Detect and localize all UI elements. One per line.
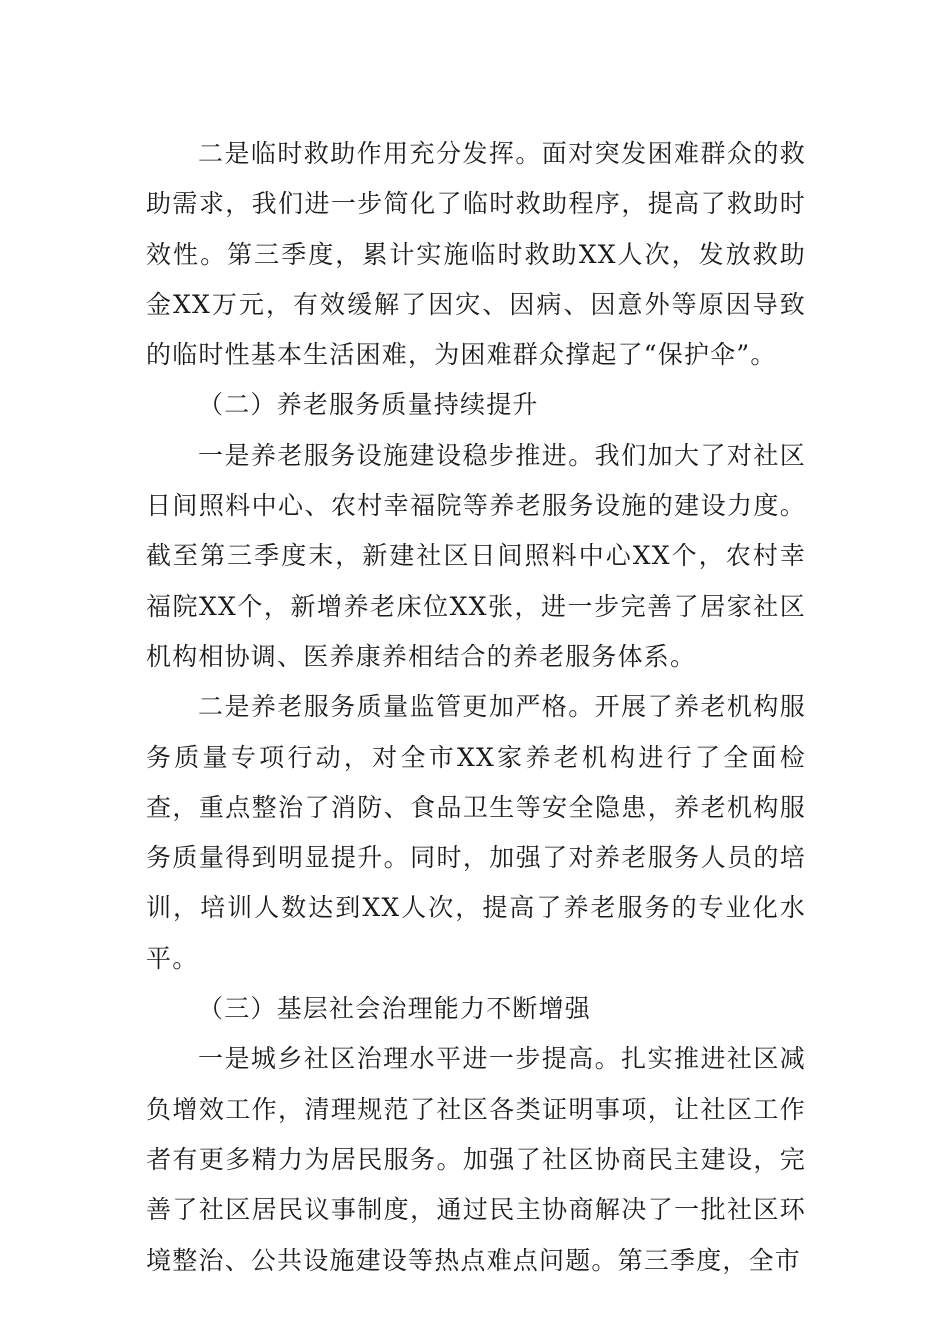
section-heading-grassroots-governance: （三）基层社会治理能力不断增强 [198, 994, 592, 1024]
paragraph-community-governance: 一是城乡社区治理水平进一步提高。扎实推进社区减负增效工作，清理规范了社区各类证明事项，让社区工作者有更多精力为居民服务。加强了社区协商民主建设，完善了社区居民议事制度，通过民主协商解决了一批社区环境整治、公共设施建设等热点难点问题。第三季度，全市 [146, 1044, 806, 1275]
paragraph-temporary-relief: 二是临时救助作用充分发挥。面对突发困难群众的救助需求，我们进一步简化了临时救助程序，提高了救助时效性。第三季度，累计实施临时救助XX人次，发放救助金XX万元，有效缓解了因灾、因病、因意外等原因导致的临时性基本生活困难，为困难群众撑起了“保护伞”。 [146, 139, 806, 370]
paragraph-elderly-supervision: 二是养老服务质量监管更加严格。开展了养老机构服务质量专项行动，对全市XX家养老机构进行了全面检查，重点整治了消防、食品卫生等安全隐患，养老机构服务质量得到明显提升。同时，加强了对养老服务人员的培训，培训人数达到XX人次，提高了养老服务的专业化水平。 [146, 692, 806, 973]
section-heading-elderly-care: （二）养老服务质量持续提升 [198, 390, 539, 420]
document-body [146, 129, 806, 1286]
paragraph-elderly-facilities: 一是养老服务设施建设稳步推进。我们加大了对社区日间照料中心、农村幸福院等养老服务设施的建设力度。截至第三季度末，新建社区日间照料中心XX个，农村幸福院XX个，新增养老床位XX张，进一步完善了居家社区机构相协调、医养康养相结合的养老服务体系。 [146, 440, 806, 671]
